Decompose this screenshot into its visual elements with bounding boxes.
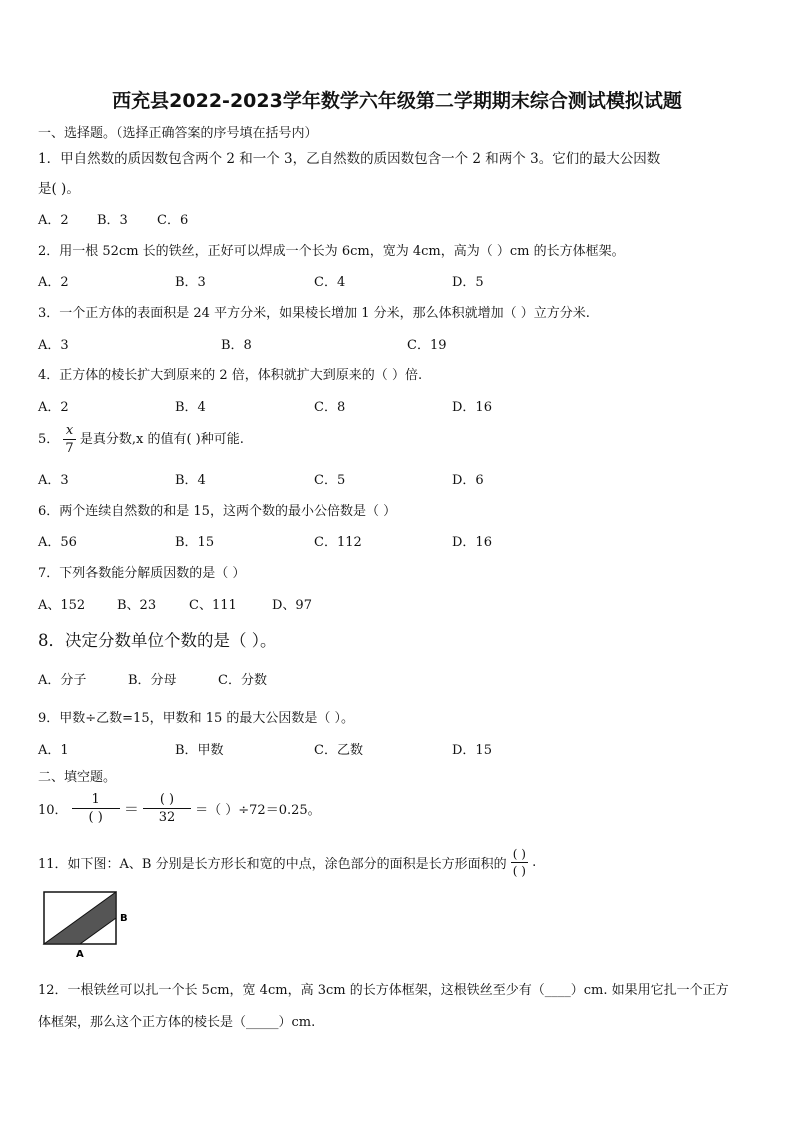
fraction-numerator: ( ) (512, 847, 526, 861)
fraction-bar (72, 808, 120, 809)
option-c[interactable]: C．乙数 (314, 743, 363, 758)
option-a[interactable]: A．3 (38, 338, 69, 353)
question-12-line1: 12．一根铁丝可以扎一个长 5cm，宽 4cm，高 3cm 的长方体框架，这根铁丝至少有（____）cm. 如果用它扎一个正方 (38, 983, 729, 998)
fraction-1-over-blank (72, 793, 120, 824)
question-11 (38, 848, 536, 877)
fraction-denominator: 32 (158, 810, 176, 825)
option-a[interactable]: A．2 (38, 213, 69, 228)
option-b[interactable]: B．分母 (128, 673, 177, 688)
question-2: 2．用一根 52cm 长的铁丝，正好可以焊成一个长为 6cm，宽为 4cm，高为（ ）cm 的长方体框架。 (38, 244, 625, 259)
option-b[interactable]: B．8 (221, 338, 252, 353)
question-number: 5． (38, 432, 60, 447)
question-3: 3．一个正方体的表面积是 24 平方分米，如果棱长增加 1 分米，那么体积就增加（ ）立方分米. (38, 306, 590, 321)
option-d[interactable]: D．16 (452, 400, 492, 415)
fraction-numerator: ( ) (159, 792, 175, 807)
fraction-blank-answer (511, 848, 528, 877)
option-b[interactable]: B．甲数 (175, 743, 224, 758)
question-10-tail: ＝（ ）÷72＝0.25。 (195, 803, 321, 818)
option-b[interactable]: B．4 (175, 400, 206, 415)
question-6: 6．两个连续自然数的和是 15，这两个数的最小公倍数是（ ） (38, 504, 397, 519)
option-c[interactable]: C．8 (314, 400, 346, 415)
option-b[interactable]: B、23 (117, 598, 157, 613)
point-a-label: A (76, 949, 84, 960)
option-c[interactable]: C．4 (314, 275, 346, 290)
fraction-bar (143, 808, 191, 809)
option-a[interactable]: A．分子 (38, 673, 87, 688)
option-b[interactable]: B．3 (175, 275, 206, 290)
option-a[interactable]: A．1 (38, 743, 69, 758)
fraction-blank-over-32 (143, 793, 191, 824)
fraction-numerator: x (65, 423, 74, 438)
equals-sign: ＝ (123, 800, 139, 818)
fraction-denominator: ( ) (512, 864, 526, 878)
question-1-line2: 是( )。 (38, 181, 80, 197)
option-d[interactable]: D．6 (452, 473, 484, 488)
option-b[interactable]: B．4 (175, 473, 206, 488)
point-b-label: B (120, 913, 128, 924)
option-d[interactable]: D、97 (272, 598, 312, 613)
question-number: 10． (38, 803, 68, 818)
option-c[interactable]: C．5 (314, 473, 346, 488)
fraction-numerator: 1 (91, 792, 100, 807)
question-11-text: 11．如下图：A、B 分别是长方形长和宽的中点，涂色部分的面积是长方形面积的 (38, 857, 507, 872)
option-a[interactable]: A．56 (38, 535, 77, 550)
option-d[interactable]: D．16 (452, 535, 492, 550)
question-4: 4．正方体的棱长扩大到原来的 2 倍，体积就扩大到原来的（ ）倍. (38, 368, 423, 383)
fraction-bar (511, 862, 528, 863)
option-c[interactable]: C、111 (189, 598, 237, 613)
question-1-line1: 1．甲自然数的质因数包含两个 2 和一个 3，乙自然数的质因数包含一个 2 和两个 3。它们的最大公因数 (38, 151, 661, 167)
option-a[interactable]: A、152 (38, 598, 86, 613)
option-c[interactable]: C．6 (157, 213, 189, 228)
fraction-x-over-7 (63, 424, 75, 455)
question-9: 9．甲数÷乙数=15，甲数和 15 的最大公因数是（ ）。 (38, 711, 355, 726)
question-11-tail: . (532, 855, 537, 870)
rectangle-diagram (38, 888, 138, 960)
page-title: 西充县2022-2023学年数学六年级第二学期期末综合测试模拟试题 (112, 90, 682, 112)
option-a[interactable]: A．2 (38, 275, 69, 290)
section-heading-choice: 一、选择题。（选择正确答案的序号填在括号内） (38, 126, 318, 141)
option-d[interactable]: D．15 (452, 743, 492, 758)
question-7: 7．下列各数能分解质因数的是（ ） (38, 566, 246, 581)
question-8: 8．决定分数单位个数的是（ ）。 (38, 631, 277, 650)
fraction-denominator: ( ) (88, 810, 103, 825)
option-a[interactable]: A．2 (38, 400, 69, 415)
option-c[interactable]: C．112 (314, 535, 362, 550)
question-12-line2: 体框架，那么这个正方体的棱长是（_____）cm. (38, 1015, 316, 1030)
fraction-bar (63, 439, 75, 440)
option-b[interactable]: B．3 (97, 213, 128, 228)
option-d[interactable]: D．5 (452, 275, 484, 290)
fraction-denominator: 7 (65, 441, 74, 456)
question-10 (38, 793, 321, 824)
section-heading-fill: 二、填空题。 (38, 770, 117, 785)
option-c[interactable]: C．分数 (218, 673, 267, 688)
question-5-text: 是真分数,x 的值有( )种可能. (79, 432, 244, 447)
question-5 (38, 424, 244, 455)
option-a[interactable]: A．3 (38, 473, 69, 488)
option-b[interactable]: B．15 (175, 535, 215, 550)
option-c[interactable]: C．19 (407, 338, 447, 353)
